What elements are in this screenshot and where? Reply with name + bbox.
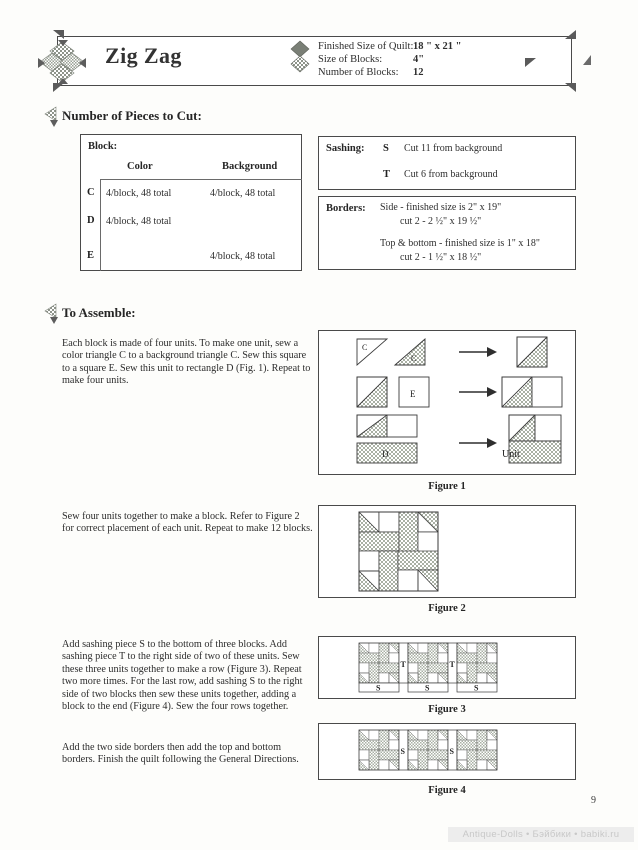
svg-text:E: E (410, 389, 416, 399)
sashing-text-s: Cut 11 from background (404, 143, 503, 154)
section-heading-assemble: To Assemble: (62, 305, 136, 320)
spec-row-block-count (318, 66, 461, 79)
borders-line-3: Top & bottom - finished size is 1" x 18" (380, 238, 540, 249)
instruction-paragraph-2: Sew four units together to make a block. Refer to Figure 2 for correct placement of each unit. Repeat to make 12 blocks. (62, 511, 313, 535)
spec-row-block-size (318, 53, 461, 66)
svg-text:D: D (382, 449, 389, 459)
borders-line-4: cut 2 - 1 ½" x 18 ½" (400, 252, 482, 263)
svg-text:S: S (449, 747, 454, 756)
figure-2-frame (318, 505, 576, 598)
svg-text:T: T (449, 660, 455, 669)
figure-1-frame (318, 330, 576, 475)
pinwheel-motif-icon (36, 38, 88, 86)
block-row-key-d: D (87, 215, 95, 226)
banner-inner-arrow-icon (525, 58, 536, 67)
spec-row-finished-size (318, 40, 461, 53)
spec-label-finished-size: Finished Size of Quilt: (318, 41, 414, 52)
section-marker-pieces-icon (42, 106, 60, 128)
svg-text:S: S (474, 683, 479, 693)
fig2-unit-bottom-right (398, 551, 438, 591)
figure-3-caption: Figure 3 (428, 704, 466, 715)
sashing-text-t: Cut 6 from background (404, 169, 498, 180)
block-row-key-c: C (87, 187, 95, 198)
section-marker-assemble-icon (42, 303, 60, 325)
block-row-c-color: 4/block, 48 total (106, 188, 172, 199)
spec-label-block-size: Size of Blocks: (318, 54, 383, 66)
figure-4-row (359, 730, 497, 770)
block-table-col-color: Color (127, 161, 153, 172)
spec-value-block-size: 4" (413, 54, 425, 66)
borders-line-1: Side - finished size is 2" x 19" (380, 202, 502, 213)
spec-label-block-count: Number of Blocks: (318, 67, 399, 79)
figure-4-caption: Figure 4 (428, 785, 466, 796)
banner-corner-arrow-top-right-icon (565, 30, 576, 39)
fig2-unit-top-left (359, 512, 399, 551)
figure-2-block (359, 512, 438, 591)
fig2-unit-bottom-left (359, 551, 399, 591)
quilt-specs (318, 40, 461, 80)
page-number: 9 (591, 795, 596, 806)
figure-3-row (359, 643, 497, 693)
block-table-key-rule (100, 179, 101, 271)
sashing-key-s: S (383, 143, 389, 154)
svg-text:S: S (425, 683, 430, 693)
banner-corner-arrow-bottom-right-icon (565, 83, 576, 92)
section-heading-pieces: Number of Pieces to Cut: (62, 108, 202, 123)
svg-text:C: C (411, 354, 417, 363)
borders-line-2: cut 2 - 2 ½" x 19 ½" (400, 216, 482, 227)
fig1-row3 (357, 415, 561, 463)
fig1-row1 (357, 337, 547, 367)
figure-3-frame (318, 636, 576, 699)
block-row-e-background: 4/block, 48 total (210, 251, 276, 262)
figure-4-frame (318, 723, 576, 780)
block-table-col-background: Background (222, 161, 278, 172)
spec-diamond-icon (289, 40, 311, 74)
svg-text:S: S (376, 683, 381, 693)
banner-outer-arrow-icon (583, 55, 591, 65)
spec-value-block-count: 12 (413, 67, 424, 79)
svg-text:T: T (400, 660, 406, 669)
block-table-header-rule (100, 179, 302, 180)
instruction-paragraph-4: Add the two side borders then add the top and bottom borders. Finish the quilt following the General Directions. (62, 742, 299, 766)
spec-value-finished-size: 18 " x 21 " (413, 41, 462, 52)
instruction-paragraph-1: Each block is made of four units. To make one unit, sew a color triangle C to a background triangle C. Sew this square to a square E. Sew this unit to rectangle D (Fig. 1). Repeat to make four units. (62, 338, 311, 387)
sashing-label: Sashing: (326, 143, 365, 154)
fig2-unit-top-right (399, 512, 438, 552)
block-row-d-color: 4/block, 48 total (106, 216, 172, 227)
fig1-row2 (357, 377, 562, 407)
instruction-paragraph-3: Add sashing piece S to the bottom of three blocks. Add sashing piece T to the right side of two of these units. Sew these three units together to make a row (Figure 3). Repeat two more times. For the last row, add sashing S to the right side of two blocks then sew these units together, adding a block to the end (Figure 4). Sew the four rows together. (62, 639, 303, 713)
figure-1-unit-label: Unit (502, 449, 520, 460)
block-row-key-e: E (87, 250, 95, 261)
svg-text:C: C (362, 343, 368, 352)
block-table-caption: Block: (88, 141, 118, 152)
watermark: Antique-Dolls • Бэйбики • babiki.ru (448, 827, 634, 842)
borders-label: Borders: (326, 203, 366, 214)
figure-2-caption: Figure 2 (428, 603, 466, 614)
sashing-key-t: T (383, 169, 391, 180)
figure-1-caption: Figure 1 (428, 481, 466, 492)
svg-text:S: S (400, 747, 405, 756)
block-row-c-background: 4/block, 48 total (210, 188, 276, 199)
page-title: Zig Zag (105, 43, 182, 68)
